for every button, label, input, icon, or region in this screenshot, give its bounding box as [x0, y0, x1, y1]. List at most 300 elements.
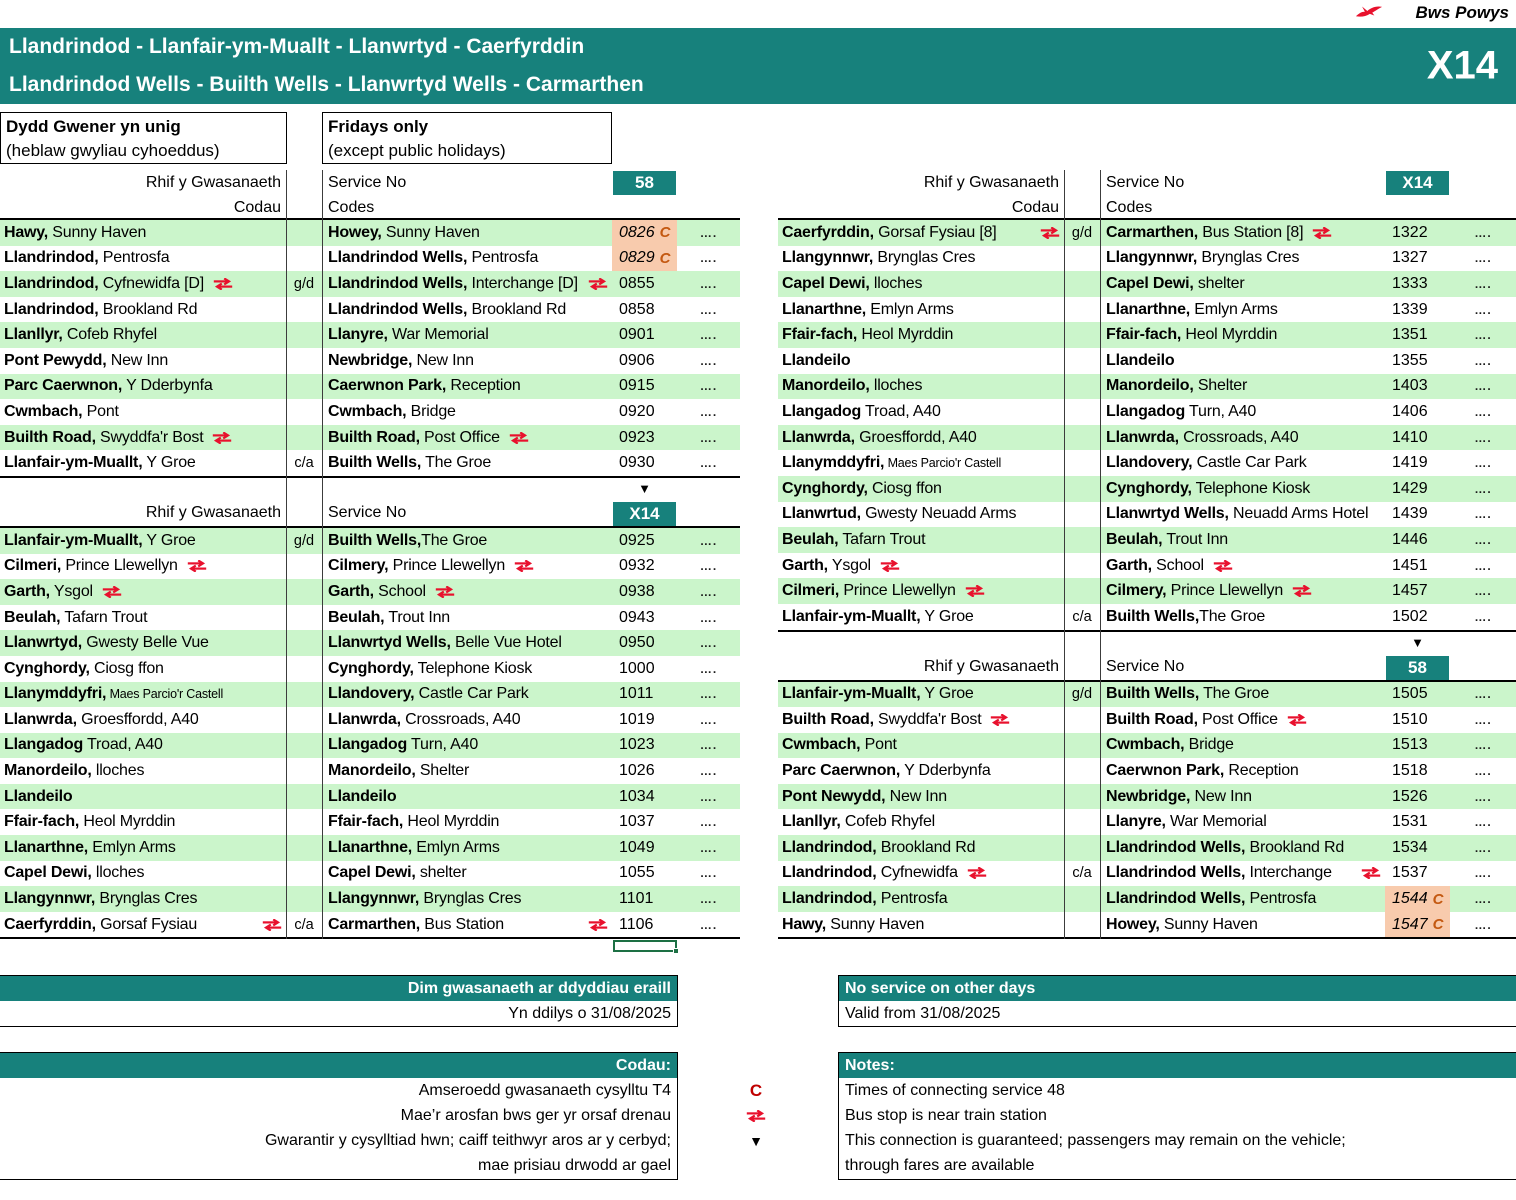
dots-cell: ….	[1474, 815, 1492, 830]
national-rail-icon	[587, 278, 609, 290]
national-rail-icon	[513, 560, 535, 572]
code-cell: c/a	[294, 455, 314, 472]
dots-cell: ….	[699, 892, 718, 907]
stop-name-detail: Prince Llewellyn	[839, 582, 956, 600]
stop-name-welsh	[0, 605, 286, 631]
dots-cell: ….	[1474, 609, 1492, 624]
timetable-row	[778, 733, 1516, 759]
stop-name-detail: Telephone Kiosk	[413, 659, 533, 677]
timetable-row	[778, 374, 1516, 400]
timetable-row	[778, 682, 1516, 708]
stop-name-english	[322, 297, 612, 323]
note-english: through fares are available	[845, 1156, 1035, 1174]
time-value: 1333	[1392, 274, 1428, 292]
guaranteed-connection-section	[778, 632, 1516, 682]
codes-label-english: Codes	[1106, 198, 1153, 216]
time-cell	[612, 425, 677, 451]
time-cell	[1385, 682, 1450, 708]
time-value: 1034	[619, 787, 655, 805]
dots-cell: ….	[699, 687, 718, 702]
stop-name-english	[1100, 450, 1385, 476]
stop-name-bold: Newbridge,	[1106, 787, 1191, 805]
stop-name-detail: Y Groe	[920, 685, 974, 703]
stop-name-bold: Garth,	[1106, 556, 1152, 574]
time-value: 1518	[1392, 762, 1428, 780]
time-cell	[1385, 476, 1450, 502]
time-cell	[1385, 886, 1450, 912]
timetable-row	[0, 861, 740, 887]
stop-name-detail: Pont	[860, 736, 897, 754]
timetable-block	[778, 682, 1516, 940]
stop-name-english	[322, 528, 612, 554]
stop-name-bold: Caerfyrddin,	[4, 915, 96, 933]
stop-name-bold: Parc Caerwnon,	[782, 762, 901, 780]
top-bar	[0, 0, 1516, 28]
time-value: 0826	[619, 223, 655, 241]
time-cell	[612, 656, 677, 682]
code-cell	[1064, 348, 1100, 374]
stop-name-welsh	[0, 399, 286, 425]
service-number-badge: X14	[613, 502, 676, 526]
stop-name-welsh	[778, 682, 1064, 708]
stop-name-bold: Llanarthne,	[328, 838, 413, 856]
stop-name-detail: Y Groe	[920, 607, 974, 625]
time-cell	[1385, 220, 1450, 246]
service-number-badge: 58	[1386, 656, 1449, 680]
stop-name-english	[322, 707, 612, 733]
dots-cell: ….	[1474, 558, 1492, 573]
time-cell	[612, 886, 677, 912]
stop-name-bold: Llandovery,	[1106, 454, 1193, 472]
stop-name-english	[1100, 682, 1385, 708]
stop-name-english	[1100, 553, 1385, 579]
timetable-row	[778, 271, 1516, 297]
stop-name-welsh	[0, 450, 286, 476]
stop-name-bold: Manordeilo,	[328, 762, 416, 780]
stop-name-detail: Brookland Rd	[876, 838, 976, 856]
stop-name-detail: School	[1151, 556, 1204, 574]
stop-name-english	[322, 630, 612, 656]
time-cell	[612, 682, 677, 708]
dots-cell: ….	[1474, 840, 1492, 855]
column-divider	[1100, 170, 1101, 939]
stop-name-detail: The Groe	[421, 531, 488, 549]
code-cell	[286, 322, 322, 348]
code-cell	[1064, 450, 1100, 476]
stop-name-bold: Llanfair-ym-Muallt,	[782, 685, 921, 703]
code-cell	[286, 348, 322, 374]
timetable-row	[0, 707, 740, 733]
stop-name-detail: Troad, A40	[83, 736, 163, 754]
time-value: 1339	[1392, 300, 1428, 318]
time-value: 1510	[1392, 710, 1428, 728]
timetable-row	[778, 758, 1516, 784]
stop-name-detail: Gwesty Belle Vue	[82, 634, 209, 652]
stop-name-detail: The Groe	[421, 454, 492, 472]
dots-cell: ….	[1474, 532, 1492, 547]
stop-name-detail: Tafarn Trout	[838, 530, 926, 548]
dots-cell: ….	[699, 610, 718, 625]
stop-name-english	[322, 886, 612, 912]
stop-name-english	[1100, 246, 1385, 272]
stop-name-welsh	[778, 578, 1064, 604]
stop-name-bold: Llanfair-ym-Muallt,	[4, 531, 143, 549]
time-value: 0923	[619, 428, 655, 446]
dots-cell: ….	[699, 866, 718, 881]
time-value: 0829	[619, 249, 655, 267]
national-rail-icon	[966, 867, 988, 879]
stop-name-detail: Sunny Haven	[381, 223, 480, 241]
national-rail-icon	[879, 560, 901, 572]
stop-name-detail: New Inn	[106, 351, 169, 369]
time-value: 0932	[619, 557, 655, 575]
stop-name-welsh	[0, 246, 286, 272]
stop-name-detail: Emlyn Arms	[866, 300, 954, 318]
time-value: 1537	[1392, 864, 1428, 882]
time-cell	[1385, 553, 1450, 579]
stop-name-detail: Y Dderbynfa	[900, 762, 991, 780]
route-titles	[9, 33, 644, 99]
dots-cell: ….	[1474, 404, 1492, 419]
dots-cell: ….	[1474, 917, 1492, 932]
stop-name-welsh	[778, 322, 1064, 348]
stop-name-detail: The Groe	[1199, 607, 1266, 625]
column-divider	[286, 170, 287, 939]
timetable-row	[0, 809, 740, 835]
code-cell: c/a	[1072, 865, 1092, 882]
stop-name-bold: Hawy,	[4, 223, 49, 241]
code-cell	[286, 861, 322, 887]
table-header	[0, 170, 740, 220]
time-cell	[612, 399, 677, 425]
stop-name-english	[322, 605, 612, 631]
time-cell	[612, 784, 677, 810]
notes-bar-english: Notes:	[839, 1053, 1516, 1078]
time-value: 1403	[1392, 377, 1428, 395]
timetable-row	[778, 297, 1516, 323]
timetable-row	[0, 656, 740, 682]
time-cell	[1385, 912, 1450, 938]
stop-name-detail: Trout Inn	[384, 608, 450, 626]
time-value: 0950	[619, 634, 655, 652]
dots-cell: ….	[699, 917, 718, 932]
code-note-welsh: Gwarantir y cysylltiad hwn; caiff teithwyr aros ar y cerbyd;	[264, 1131, 671, 1149]
dots-cell: ….	[699, 789, 718, 804]
stop-name-english	[322, 450, 612, 476]
stop-name-bold: Cynghordy,	[782, 479, 868, 497]
stop-name-detail: Bridge	[1184, 736, 1234, 754]
codes-bar-welsh: Codau:	[0, 1053, 677, 1078]
code-cell	[1064, 912, 1100, 938]
time-code: C	[659, 224, 671, 242]
dots-cell: ….	[699, 251, 718, 266]
no-service-bar-english: No service on other days	[839, 976, 1516, 1001]
column-divider	[1064, 170, 1065, 939]
stop-name-bold: Llanllyr,	[4, 326, 63, 344]
route-title-english: Llandrindod Wells - Builth Wells - Llanwrtyd Wells - Carmarthen	[9, 73, 644, 96]
stop-name-welsh	[0, 707, 286, 733]
stop-name-bold: Llandeilo	[4, 787, 73, 805]
time-value: 1526	[1392, 787, 1428, 805]
stop-name-bold: Llandrindod Wells,	[328, 249, 468, 267]
no-service-box-english	[838, 975, 1516, 1027]
stop-name-detail: Cofeb Rhyfel	[840, 813, 936, 831]
code-cell	[286, 425, 322, 451]
stop-name-welsh	[778, 707, 1064, 733]
stop-name-welsh	[0, 554, 286, 580]
dots-cell: ….	[1474, 764, 1492, 779]
stop-name-welsh	[0, 809, 286, 835]
stop-name-bold: Builth Wells,	[328, 531, 422, 549]
code-cell	[286, 886, 322, 912]
stop-name-welsh	[0, 861, 286, 887]
time-cell	[1385, 322, 1450, 348]
stop-name-detail: Emlyn Arms	[412, 838, 500, 856]
national-rail-icon	[1311, 227, 1333, 239]
stop-name-bold: Llanymddyfri,	[782, 454, 885, 472]
stop-name-english	[322, 220, 612, 246]
timetable-outbound	[0, 170, 740, 939]
stop-name-welsh	[778, 553, 1064, 579]
time-value: 1322	[1392, 223, 1428, 241]
dots-cell: ….	[699, 840, 718, 855]
timetable-row	[0, 425, 740, 451]
time-value: 1439	[1392, 505, 1428, 523]
stop-name-bold: Llanfair-ym-Muallt,	[4, 454, 143, 472]
stop-name-welsh	[778, 220, 1064, 246]
stop-name-bold: Carmarthen,	[328, 915, 421, 933]
time-value: 0906	[619, 351, 655, 369]
stop-name-english	[1100, 297, 1385, 323]
timetable-row	[0, 554, 740, 580]
code-note-welsh: mae prisiau drwodd ar gael	[478, 1156, 671, 1174]
time-cell	[1385, 374, 1450, 400]
time-value: 0938	[619, 582, 655, 600]
service-number-badge: X14	[1386, 171, 1449, 195]
code-cell	[1064, 322, 1100, 348]
dots-cell: ….	[699, 764, 718, 779]
code-cell	[286, 835, 322, 861]
stop-name-bold: Beulah,	[4, 608, 61, 626]
timetable-row	[778, 604, 1516, 630]
stop-name-detail: Heol Myrddin	[857, 326, 954, 344]
time-value: 1544	[1392, 890, 1428, 908]
stop-name-bold: Ffair-fach,	[1106, 326, 1182, 344]
dots-cell: ….	[699, 225, 718, 240]
selection-fill-handle[interactable]	[673, 948, 679, 954]
code-cell	[1064, 578, 1100, 604]
valid-from-english: Valid from 31/08/2025	[845, 1004, 1001, 1022]
code-cell	[286, 605, 322, 631]
stop-name-bold: Llandrindod Wells,	[328, 274, 468, 292]
time-cell	[612, 450, 677, 476]
stop-name-welsh	[778, 399, 1064, 425]
dots-cell: ….	[699, 712, 718, 727]
timetable-row	[778, 246, 1516, 272]
stop-name-english	[1100, 784, 1385, 810]
dots-cell: ….	[1474, 225, 1492, 240]
stop-name-detail: Ysgol	[49, 582, 93, 600]
time-cell	[1385, 399, 1450, 425]
service-number-badge: 58	[613, 171, 676, 195]
stop-name-bold: Garth,	[782, 556, 828, 574]
stop-name-detail: Maes Parcio'r Castell	[106, 687, 224, 702]
stop-name-welsh	[0, 733, 286, 759]
dots-cell: ….	[1474, 251, 1492, 266]
national-rail-icon	[732, 1103, 780, 1128]
dots-cell: ….	[1474, 379, 1492, 394]
stop-name-detail: Crossroads, A40	[1178, 428, 1299, 446]
stop-name-english	[322, 835, 612, 861]
stop-name-detail: Groesffordd, A40	[854, 428, 977, 446]
stop-name-bold: Newbridge,	[328, 351, 413, 369]
stop-name-detail: Crossroads, A40	[400, 710, 521, 728]
stop-name-english	[1100, 733, 1385, 759]
dots-cell: ….	[1474, 456, 1492, 471]
stop-name-bold: Howey,	[1106, 915, 1160, 933]
stop-name-detail: Brookland Rd	[467, 300, 567, 318]
stop-name-english	[1100, 374, 1385, 400]
stop-name-welsh	[0, 528, 286, 554]
stop-name-bold: Llanwrtyd,	[4, 634, 83, 652]
stop-name-detail: Prince Llewellyn	[388, 557, 506, 575]
valid-from-welsh: Yn ddilys o 31/08/2025	[508, 1004, 671, 1022]
time-value: 0915	[619, 377, 655, 395]
time-cell	[1385, 502, 1450, 528]
code-cell	[1064, 374, 1100, 400]
stop-name-detail: Pentrosfa	[467, 249, 539, 267]
stop-name-detail: War Memorial	[387, 326, 489, 344]
connection-triangle-icon: ▼	[749, 1132, 763, 1149]
stop-name-bold: Cynghordy,	[4, 659, 90, 677]
stop-name-bold: Llanarthne,	[782, 300, 867, 318]
stop-name-welsh	[0, 374, 286, 400]
time-value: 1037	[619, 813, 655, 831]
code-cell	[1064, 707, 1100, 733]
stop-name-bold: Parc Caerwnon,	[4, 377, 123, 395]
code-cell	[1064, 502, 1100, 528]
national-rail-icon	[212, 278, 234, 290]
operating-days-welsh: Dydd Gwener yn unig	[6, 117, 181, 136]
operating-days-box-welsh	[0, 112, 287, 164]
timetable-row	[0, 579, 740, 605]
stop-name-bold: Cynghordy,	[328, 659, 414, 677]
time-cell	[612, 809, 677, 835]
time-cell	[1385, 425, 1450, 451]
stop-name-bold: Llanwrda,	[782, 428, 855, 446]
stop-name-detail: Emlyn Arms	[88, 838, 176, 856]
stop-name-detail: Brynglas Cres	[95, 890, 198, 908]
codes-label-english: Codes	[328, 198, 375, 216]
stop-name-bold: Llandrindod,	[4, 300, 99, 318]
dots-cell: ….	[699, 584, 718, 599]
table-header	[778, 170, 1516, 220]
stop-name-detail: Y Groe	[142, 454, 196, 472]
stop-name-english	[1100, 502, 1385, 528]
code-cell	[1064, 527, 1100, 553]
code-cell	[1064, 297, 1100, 323]
dots-cell: ….	[699, 661, 718, 676]
national-rail-icon	[508, 432, 530, 444]
no-service-box-welsh	[0, 975, 678, 1027]
time-cell	[1385, 707, 1450, 733]
codes-box-welsh	[0, 1052, 678, 1180]
time-cell	[612, 605, 677, 631]
national-rail-icon	[1039, 227, 1061, 239]
stop-name-welsh	[778, 886, 1064, 912]
timetable-row	[778, 450, 1516, 476]
stop-name-bold: Llandovery,	[328, 685, 415, 703]
timetable-block	[778, 220, 1516, 632]
stop-name-welsh	[0, 579, 286, 605]
timetable-row	[0, 682, 740, 708]
timetable-block	[0, 528, 740, 940]
stop-name-english	[322, 425, 612, 451]
dots-cell: ….	[1474, 507, 1492, 522]
stop-name-english	[1100, 809, 1385, 835]
timetable-row	[778, 502, 1516, 528]
stop-name-welsh	[0, 297, 286, 323]
codes-label-welsh: Codau	[1011, 198, 1059, 216]
route-header-band	[0, 28, 1516, 104]
time-value: 1502	[1392, 607, 1428, 625]
stop-name-detail: Cyfnewidfa [D]	[98, 274, 204, 292]
route-title-welsh: Llandrindod - Llanfair-ym-Muallt - Llanwrtyd - Caerfyrddin	[9, 35, 585, 58]
code-cell	[1064, 246, 1100, 272]
timetable-row	[778, 707, 1516, 733]
stop-name-bold: Llanymddyfri,	[4, 685, 107, 703]
timetable-row	[0, 297, 740, 323]
time-cell	[612, 374, 677, 400]
code-cell	[286, 758, 322, 784]
stop-name-bold: Llangadog	[328, 736, 408, 754]
dots-cell: ….	[1474, 712, 1492, 727]
timetable-row	[778, 809, 1516, 835]
dots-cell: ….	[699, 559, 718, 574]
national-rail-icon	[1212, 560, 1234, 572]
time-cell	[612, 579, 677, 605]
dots-cell: ….	[699, 404, 718, 419]
timetable-row	[778, 886, 1516, 912]
timetable-row	[778, 399, 1516, 425]
stop-name-welsh	[0, 630, 286, 656]
timetable-row	[0, 784, 740, 810]
dots-cell: ….	[1474, 584, 1492, 599]
code-cell: g/d	[1071, 224, 1093, 241]
stop-name-detail: Brookland Rd	[98, 300, 198, 318]
service-label-english: Service No	[328, 504, 407, 522]
time-cell	[612, 554, 677, 580]
stop-name-detail: lloches	[91, 762, 145, 780]
time-cell	[1385, 604, 1450, 630]
code-cell	[286, 374, 322, 400]
dots-cell: ….	[1474, 430, 1492, 445]
spreadsheet-active-cell[interactable]	[613, 940, 677, 952]
stop-name-detail: Sunny Haven	[826, 915, 925, 933]
stop-name-bold: Pont Pewydd,	[4, 351, 107, 369]
stop-name-welsh	[778, 527, 1064, 553]
stop-name-welsh	[778, 784, 1064, 810]
time-cell	[1385, 758, 1450, 784]
code-cell	[1064, 425, 1100, 451]
time-code: C	[659, 249, 671, 267]
timetable-row	[0, 271, 740, 297]
stop-name-detail: lloches	[869, 274, 923, 292]
no-service-bar-welsh: Dim gwasanaeth ar ddyddiau eraill	[0, 976, 677, 1001]
dots-cell: ….	[699, 276, 718, 291]
stop-name-bold: Cilmery,	[328, 557, 389, 575]
dots-cell: ….	[699, 353, 718, 368]
